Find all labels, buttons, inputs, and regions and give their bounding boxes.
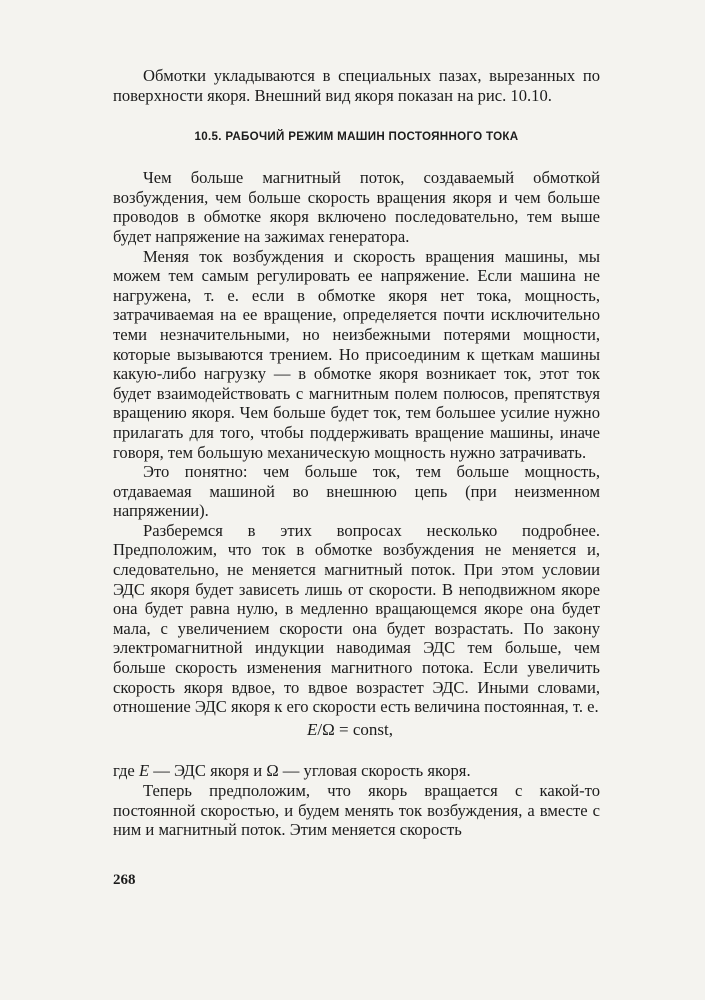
paragraph-1: Чем больше магнитный поток, создаваемый обмоткой возбуждения, чем больше скорость вращения якоря и чем больше проводов в обмотке якоря включено последовательно, тем выше будет напряжение на зажимах генератора. <box>113 168 600 246</box>
paragraph-3: Это понятно: чем больше ток, тем больше мощность, отдаваемая машиной во внешнюю цепь (при неизменном напряжении). <box>113 462 600 521</box>
paragraph-2: Меняя ток возбуждения и скорость вращения машины, мы можем тем самым регулировать ее напряжение. Если машина не нагружена, т. е. если в обмотке якоря нет тока, мощность, затрачиваемая на ее вращение, определяется почти исключительно теми незначительными, но неизбежными потерями мощности, которые вызываются трением. Но присоединим к щеткам машины какую-либо нагрузку — в обмотке якоря возникает ток, этот ток будет взаимодействовать с магнитным полем полюсов, препятствуя вращению якоря. Чем больше будет ток, тем большее усилие нужно прилагать для того, чтобы поддерживать вращение машины, иначе говоря, тем большую механическую мощность нужно затрачивать. <box>113 246 600 462</box>
explanation-rest: — ЭДС якоря и Ω — угловая скорость якоря. <box>149 761 471 781</box>
explanation-prefix: где <box>113 761 139 781</box>
intro-paragraph: Обмотки укладываются в специальных пазах, вырезанных по поверхности якоря. Внешний вид якоря показан на рис. 10.10. <box>113 66 600 105</box>
paragraph-5: Теперь предположим, что якорь вращается с какой-то постоянной скоростью, и будем менять ток возбуждения, а вместе с ним и магнитный поток. Этим меняется скорость <box>113 781 600 840</box>
formula-rest: /Ω = const, <box>317 719 393 739</box>
formula-explanation <box>113 761 600 781</box>
explanation-variable: E <box>138 761 150 781</box>
formula <box>113 720 600 740</box>
paragraph-4: Разберемся в этих вопросах несколько подробнее. Предположим, что ток в обмотке возбуждения не меняется и, следовательно, не меняется магнитный поток. При этом условии ЭДС якоря будет зависеть лишь от скорости. В неподвижном якоре она будет равна нулю, в медленно вращающемся якоре она будет мала, с увеличением скорости она будет возрастать. По закону электромагнитной индукции наводимая ЭДС тем больше, чем больше скорость изменения магнитного потока. Если увеличить скорость якоря вдвое, то вдвое возрастет ЭДС. Иными словами, отношение ЭДС якоря к его скорости есть величина постоянная, т. е. <box>113 520 600 717</box>
text-column <box>113 66 600 840</box>
section-heading: 10.5. РАБОЧИЙ РЕЖИМ МАШИН ПОСТОЯННОГО ТОКА <box>194 130 519 144</box>
page-number: 268 <box>113 872 136 888</box>
formula-variable: E <box>307 719 318 739</box>
